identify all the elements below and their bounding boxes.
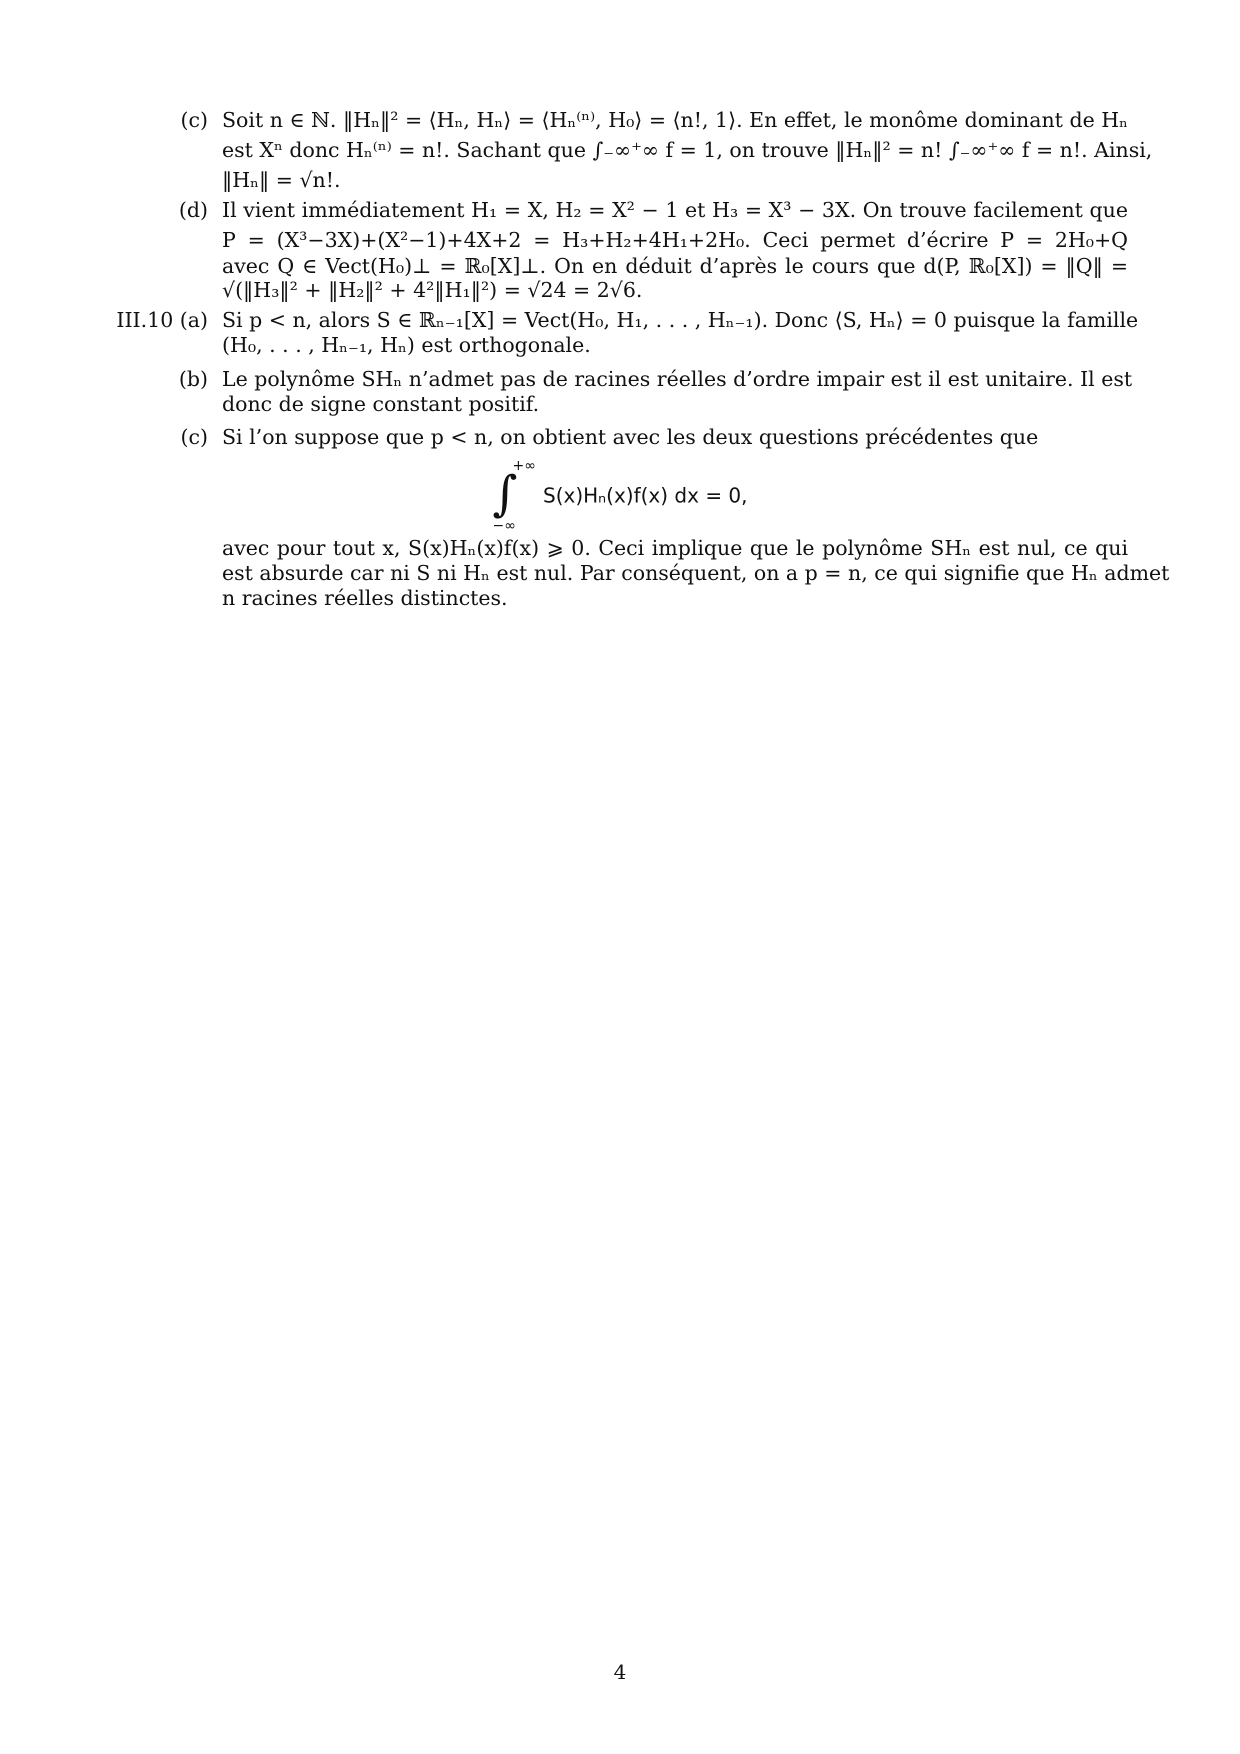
text-line: P = (X³−3X)+(X²−1)+4X+2 = H₃+H₂+4H₁+2H₀. Ceci permet d’écrire P = 2H₀+Q — [222, 228, 1128, 252]
text-line: (H₀, . . . , Hₙ₋₁, Hₙ) est orthogonale. — [222, 333, 591, 357]
integral-lower-bound: −∞ — [492, 518, 516, 534]
text-line: n racines réelles distinctes. — [222, 586, 508, 610]
integral-upper-bound: +∞ — [512, 458, 536, 474]
item-label-III10a: III.10 (a) — [116, 308, 208, 332]
text-line: donc de signe constant positif. — [222, 392, 540, 416]
text-line: Il vient immédiatement H₁ = X, H₂ = X² − 1 et H₃ = X³ − 3X. On trouve facilement que — [222, 198, 1128, 222]
item-label-c: (c) — [180, 108, 208, 132]
text-line: Le polynôme SHₙ n’admet pas de racines réelles d’ordre impair est il est unitaire. Il est — [222, 367, 1133, 391]
item-label-d: (d) — [178, 198, 208, 222]
page-number: 4 — [613, 1660, 627, 1684]
item-label-b: (b) — [178, 367, 208, 391]
text-line: est absurde car ni S ni Hₙ est nul. Par conséquent, on a p = n, ce qui signifie que Hₙ admet — [222, 561, 1170, 585]
text-line: Soit n ∈ ℕ. ‖Hₙ‖² = ⟨Hₙ, Hₙ⟩ = ⟨Hₙ⁽ⁿ⁾, H₀⟩ = ⟨n!, 1⟩. En effet, le monôme dominant de Hₙ — [222, 108, 1128, 132]
text-line: √(‖H₃‖² + ‖H₂‖² + 4²‖H₁‖²) = √24 = 2√6. — [222, 278, 643, 302]
text-line: Si l’on suppose que p < n, on obtient avec les deux questions précédentes que — [222, 425, 1039, 449]
text-line: Si p < n, alors S ∈ ℝₙ₋₁[X] = Vect(H₀, H₁, . . . , Hₙ₋₁). Donc ⟨S, Hₙ⟩ = 0 puisque la famille — [222, 308, 1139, 332]
display-equation — [0, 458, 1240, 534]
integral-body: S(x)Hₙ(x)f(x) dx = 0, — [543, 483, 748, 508]
text-line: ‖Hₙ‖ = √n!. — [222, 168, 341, 192]
integral-sign: ∫ +∞ −∞ — [492, 458, 536, 534]
text-line: avec Q ∈ Vect(H₀)⊥ = ℝ₀[X]⊥. On en déduit d’après le cours que d(P, ℝ₀[X]) = ‖Q‖ = — [222, 254, 1128, 278]
text-line: est Xⁿ donc Hₙ⁽ⁿ⁾ = n!. Sachant que ∫₋∞⁺∞ f = 1, on trouve ‖Hₙ‖² = n! ∫₋∞⁺∞ f = n!. Ainsi, — [222, 138, 1153, 162]
text-line: avec pour tout x, S(x)Hₙ(x)f(x) ⩾ 0. Ceci implique que le polynôme SHₙ est nul, ce qui — [222, 536, 1128, 560]
item-label-c: (c) — [180, 425, 208, 449]
